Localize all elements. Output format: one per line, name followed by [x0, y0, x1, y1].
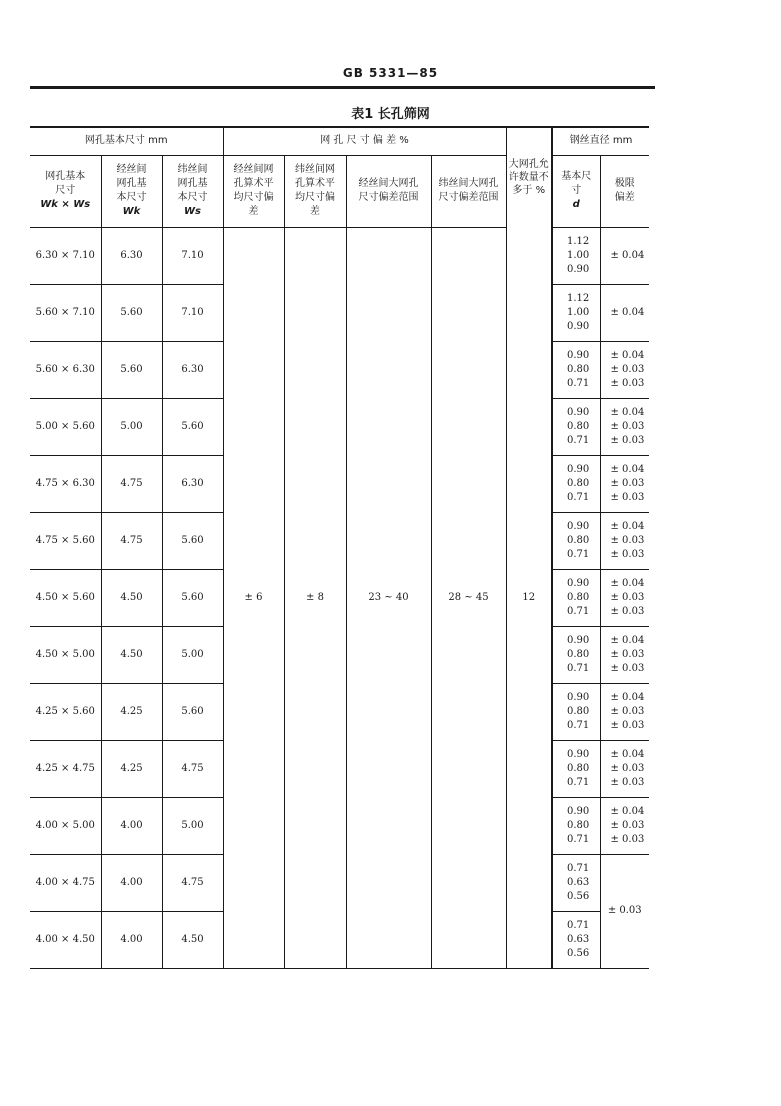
cell-merged-weft-large-dev: 28 ~ 45 [431, 227, 506, 968]
header-rule [30, 86, 655, 89]
diameter-value: 0.90 [567, 320, 590, 332]
header-warp-large-dev: 经丝间大网孔尺寸偏差范围 [346, 155, 431, 227]
limit-dev-value: ± 0.04 [610, 406, 645, 418]
cell-wk: 4.00 [101, 911, 162, 968]
limit-dev-value: ± 0.04 [610, 805, 645, 817]
mesh-table [30, 126, 649, 968]
header-diam-symbol: d [572, 199, 580, 210]
cell-merged-weft-mean-dev: ± 8 [284, 227, 346, 968]
header-warp-mean-dev: 经丝间网孔算术平均尺寸偏差 [223, 155, 284, 227]
header-weft-size-label: 纬丝间网孔基本尺寸 [177, 164, 208, 203]
diameter-value: 0.71 [567, 776, 590, 788]
diameter-value: 0.71 [567, 491, 590, 503]
diameter-value: 0.71 [567, 548, 590, 560]
cell-wk: 4.00 [101, 797, 162, 854]
limit-dev-value: ± 0.03 [610, 662, 645, 674]
cell-diameter [552, 569, 600, 626]
limit-dev-value: ± 0.04 [610, 691, 645, 703]
limit-dev-value: ± 0.03 [610, 491, 645, 503]
cell-merged-warp-large-dev: 23 ~ 40 [346, 227, 431, 968]
cell-wk: 4.75 [101, 512, 162, 569]
cell-merged-large-allow: 12 [506, 227, 552, 968]
cell-size: 4.00 × 4.75 [30, 854, 101, 911]
diameter-value: 0.80 [567, 762, 590, 774]
header-diam-basic-label: 基本尺寸 [561, 171, 592, 196]
diameter-value: 0.90 [567, 263, 590, 275]
diameter-value: 0.80 [567, 477, 590, 489]
diameter-value: 0.56 [567, 947, 590, 959]
diameter-value: 0.80 [567, 591, 590, 603]
cell-diameter [552, 911, 600, 968]
cell-diameter [552, 626, 600, 683]
cell-ws: 4.50 [162, 911, 223, 968]
header-diam-basic [552, 155, 600, 227]
cell-ws: 5.60 [162, 398, 223, 455]
cell-size: 4.75 × 5.60 [30, 512, 101, 569]
limit-dev-value: ± 0.04 [610, 349, 645, 361]
diameter-value: 1.00 [567, 249, 590, 261]
cell-size: 6.30 × 7.10 [30, 227, 101, 284]
cell-wk: 6.30 [101, 227, 162, 284]
diameter-value: 1.12 [567, 292, 590, 304]
standard-number: GB 5331—85 [342, 66, 439, 80]
cell-diameter [552, 398, 600, 455]
limit-dev-value: ± 0.03 [610, 363, 645, 375]
cell-diameter [552, 227, 600, 284]
header-weft-symbol: Ws [184, 206, 201, 217]
cell-ws: 5.00 [162, 797, 223, 854]
cell-limit-dev [600, 512, 649, 569]
cell-merged-warp-mean-dev: ± 6 [223, 227, 284, 968]
header-large-allow: 大网孔允许数量不多于 % [506, 127, 552, 227]
group-header-wire-diameter: 钢丝直径 mm [552, 127, 649, 155]
cell-wk: 4.25 [101, 740, 162, 797]
header-weft-size [162, 155, 223, 227]
header-warp-size [101, 155, 162, 227]
diameter-value: 0.90 [567, 406, 590, 418]
diameter-value: 0.90 [567, 805, 590, 817]
cell-size: 4.00 × 5.00 [30, 797, 101, 854]
diameter-value: 0.71 [567, 919, 590, 931]
cell-limit-dev [600, 626, 649, 683]
limit-dev-value: ± 0.03 [610, 434, 645, 446]
header-weft-mean-dev: 纬丝间网孔算术平均尺寸偏差 [284, 155, 346, 227]
cell-limit-dev [600, 284, 649, 341]
limit-dev-value: ± 0.04 [610, 748, 645, 760]
cell-wk: 4.50 [101, 569, 162, 626]
cell-ws: 5.60 [162, 569, 223, 626]
cell-limit-dev [600, 227, 649, 284]
diameter-value: 0.90 [567, 634, 590, 646]
table-row [30, 227, 649, 284]
cell-size: 4.00 × 4.50 [35, 933, 95, 945]
diameter-value: 0.80 [567, 648, 590, 660]
cell-diameter [552, 455, 600, 512]
diameter-value: 0.80 [567, 363, 590, 375]
cell-size: 5.60 × 7.10 [30, 284, 101, 341]
cell-ws: 5.60 [162, 683, 223, 740]
cell-ws: 6.30 [162, 341, 223, 398]
cell-limit-dev-shared: ± 0.03 [600, 854, 649, 968]
diameter-value: 0.71 [567, 862, 590, 874]
diameter-value: 1.12 [567, 235, 590, 247]
diameter-value: 0.90 [567, 691, 590, 703]
cell-diameter [552, 740, 600, 797]
cell-wk: 4.50 [101, 626, 162, 683]
cell-limit-dev [600, 455, 649, 512]
cell-limit-dev [600, 398, 649, 455]
diameter-value: 0.56 [567, 890, 590, 902]
cell-limit-dev [600, 569, 649, 626]
header-warp-size-label: 经丝间网孔基本尺寸 [116, 164, 147, 203]
cell-limit-dev [600, 740, 649, 797]
cell-diameter [552, 683, 600, 740]
header-warp-symbol: Wk [122, 206, 141, 217]
diameter-value: 0.71 [567, 719, 590, 731]
cell-ws: 7.10 [162, 284, 223, 341]
cell-wk: 5.00 [101, 398, 162, 455]
limit-dev-value: ± 0.04 [610, 463, 645, 475]
cell-wk: 4.00 [101, 854, 162, 911]
header-limit-dev: 极限偏差 [600, 155, 649, 227]
limit-dev-value: ± 0.03 [610, 819, 645, 831]
limit-dev-value: ± 0.03 [610, 762, 645, 774]
group-header-basic-size: 网孔基本尺寸 mm [30, 127, 223, 155]
cell-ws: 7.10 [162, 227, 223, 284]
diameter-value: 0.80 [567, 819, 590, 831]
cell-diameter [552, 512, 600, 569]
limit-dev-value: ± 0.04 [610, 306, 645, 318]
diameter-value: 1.00 [567, 306, 590, 318]
cell-ws: 5.00 [162, 626, 223, 683]
diameter-value: 0.71 [567, 662, 590, 674]
cell-ws: 5.60 [162, 512, 223, 569]
cell-size: 4.50 × 5.60 [30, 569, 101, 626]
limit-dev-value: ± 0.04 [610, 520, 645, 532]
header-basic-dim-label: 网孔基本尺寸 [45, 171, 86, 196]
header-basic-dim-symbol: Wk × Ws [40, 199, 91, 210]
limit-dev-value: ± 0.03 [610, 605, 645, 617]
cell-ws: 6.30 [162, 455, 223, 512]
diameter-value: 0.71 [567, 833, 590, 845]
limit-dev-value: ± 0.03 [610, 705, 645, 717]
diameter-value: 0.80 [567, 534, 590, 546]
limit-dev-value: ± 0.03 [610, 719, 645, 731]
table-bottom-rule [30, 968, 649, 969]
limit-dev-value: ± 0.03 [610, 591, 645, 603]
limit-dev-value: ± 0.03 [610, 548, 645, 560]
cell-size: 5.00 × 5.60 [30, 398, 101, 455]
diameter-value: 0.90 [567, 463, 590, 475]
limit-dev-value: ± 0.04 [610, 634, 645, 646]
cell-size: 4.50 × 5.00 [30, 626, 101, 683]
group-header-deviation: 网 孔 尺 寸 偏 差 % [223, 127, 506, 155]
cell-ws: 4.75 [162, 740, 223, 797]
diameter-value: 0.90 [567, 748, 590, 760]
limit-dev-value: ± 0.04 [610, 577, 645, 589]
cell-wk: 5.60 [101, 284, 162, 341]
cell-size: 4.75 × 6.30 [30, 455, 101, 512]
cell-wk: 4.25 [101, 683, 162, 740]
diameter-value: 0.71 [567, 605, 590, 617]
limit-dev-value: ± 0.03 [610, 477, 645, 489]
diameter-value: 0.90 [567, 520, 590, 532]
cell-ws: 4.75 [162, 854, 223, 911]
cell-limit-dev [600, 341, 649, 398]
cell-size: 4.25 × 5.60 [30, 683, 101, 740]
diameter-value: 0.63 [567, 876, 590, 888]
cell-diameter [552, 854, 600, 911]
diameter-value: 0.71 [567, 434, 590, 446]
limit-dev-value: ± 0.03 [610, 420, 645, 432]
diameter-value: 0.71 [567, 377, 590, 389]
cell-wk: 4.75 [101, 455, 162, 512]
diameter-value: 0.90 [567, 349, 590, 361]
cell-limit-dev [600, 797, 649, 854]
diameter-value: 0.80 [567, 420, 590, 432]
limit-dev-value: ± 0.03 [610, 648, 645, 660]
cell-limit-dev [600, 683, 649, 740]
header-weft-large-dev: 纬丝间大网孔尺寸偏差范围 [431, 155, 506, 227]
cell-size: 5.60 × 6.30 [30, 341, 101, 398]
cell-wk: 5.60 [101, 341, 162, 398]
header-basic-dim [30, 155, 101, 227]
limit-dev-value: ± 0.04 [610, 249, 645, 261]
limit-dev-value: ± 0.03 [610, 377, 645, 389]
cell-diameter [552, 341, 600, 398]
table-title: 表1 长孔筛网 [351, 107, 430, 122]
diameter-value: 0.90 [567, 577, 590, 589]
limit-dev-value: ± 0.03 [610, 833, 645, 845]
cell-size: 4.25 × 4.75 [30, 740, 101, 797]
cell-diameter [552, 797, 600, 854]
limit-dev-value: ± 0.03 [610, 776, 645, 788]
limit-dev-value: ± 0.03 [610, 534, 645, 546]
diameter-value: 0.80 [567, 705, 590, 717]
cell-diameter [552, 284, 600, 341]
diameter-value: 0.63 [567, 933, 590, 945]
